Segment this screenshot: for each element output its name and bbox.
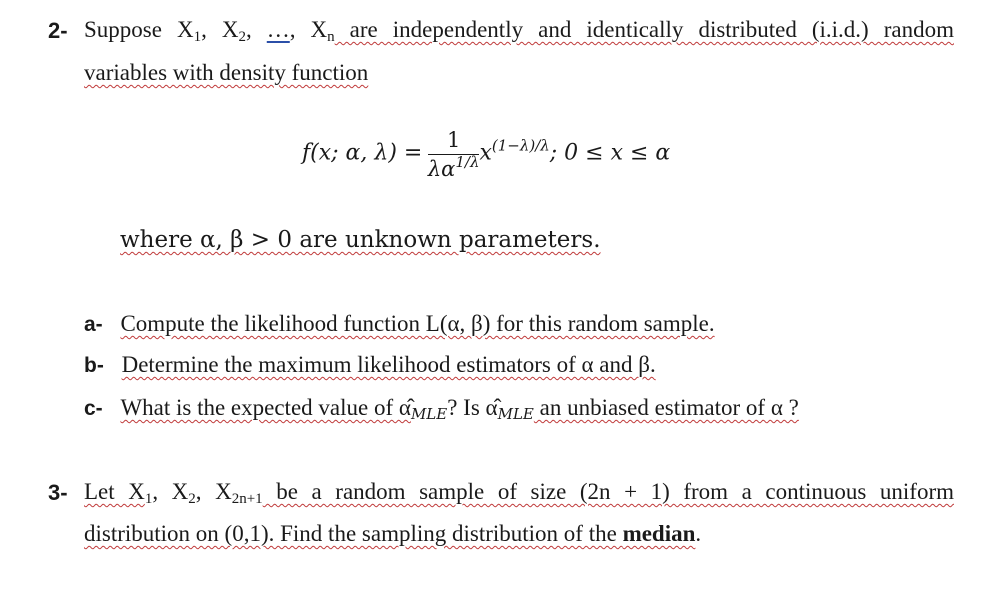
part-c xyxy=(84,395,799,421)
question-2-line-2 xyxy=(84,60,368,86)
separator: , X xyxy=(201,17,239,42)
separator: , X xyxy=(152,479,189,504)
question-3-line-2 xyxy=(84,521,701,547)
q2-density-text: variables with density function xyxy=(84,60,369,85)
fraction-numerator: 1 xyxy=(428,128,480,155)
period: . xyxy=(695,521,702,546)
question-3-number: 3- xyxy=(48,480,68,505)
question-2-line-1: Suppose $X_1$, $X_2$, …, $X_n$ are independently and identically distributed (i.i.d.) random xyxy=(84,17,954,45)
q3-random-sample-text: be a random sample of size (2n + 1) from a continuous uniform xyxy=(262,479,954,504)
formula-lhs: f(x; α, λ) = xyxy=(302,140,423,166)
subscript: 1 xyxy=(144,491,153,507)
part-b xyxy=(84,352,656,378)
mle-subscript: MLE xyxy=(497,405,534,423)
fraction-denominator xyxy=(428,155,480,181)
part-b-text: Determine the maximum likelihood estimators of α and β. xyxy=(121,352,656,377)
den-base: λα xyxy=(427,157,456,181)
part-c-label: c- xyxy=(84,397,103,420)
formula-fraction xyxy=(428,128,480,181)
x-exponent: (1−λ)/λ xyxy=(491,136,550,155)
mle-subscript: MLE xyxy=(410,405,448,423)
part-c-mid: ? Is α̂ xyxy=(447,395,498,420)
den-exponent: 1/λ xyxy=(455,153,480,171)
formula-domain: ; 0 ≤ x ≤ α xyxy=(549,140,671,166)
subscript: 2n+1 xyxy=(231,491,263,507)
parameters-note xyxy=(120,227,601,253)
part-c-post: an unbiased estimator of α ? xyxy=(533,395,799,420)
part-a xyxy=(84,311,715,337)
where-text: where α, β > 0 are unknown parameters. xyxy=(120,227,601,253)
question-2-number: 2- xyxy=(48,18,68,43)
part-b-label: b- xyxy=(84,354,104,377)
formula-x: x xyxy=(479,140,492,166)
q3-let: Let X xyxy=(84,479,145,504)
part-c-pre: What is the expected value of α̂ xyxy=(120,395,411,420)
part-a-text: Compute the likelihood function L(α, β) for this random sample. xyxy=(120,311,715,336)
subscript: 2 xyxy=(238,29,246,45)
q2-iid-text: are independently and identically distributed (i.i.d.) random xyxy=(334,17,954,42)
subscript: 2 xyxy=(188,491,196,507)
q2-suppose: Suppose X xyxy=(84,17,194,42)
separator: , X xyxy=(195,479,232,504)
subscript: n xyxy=(327,29,335,45)
question-3-line-1 xyxy=(84,479,954,505)
separator: , X xyxy=(289,17,328,42)
q3-distribution-text: distribution on (0,1). Find the sampling distribution of the xyxy=(84,521,623,546)
subscript: 1 xyxy=(193,29,202,45)
part-a-label: a- xyxy=(84,313,103,336)
q3-median: median xyxy=(622,521,696,546)
density-formula xyxy=(302,128,670,181)
ellipsis: … xyxy=(266,17,290,42)
